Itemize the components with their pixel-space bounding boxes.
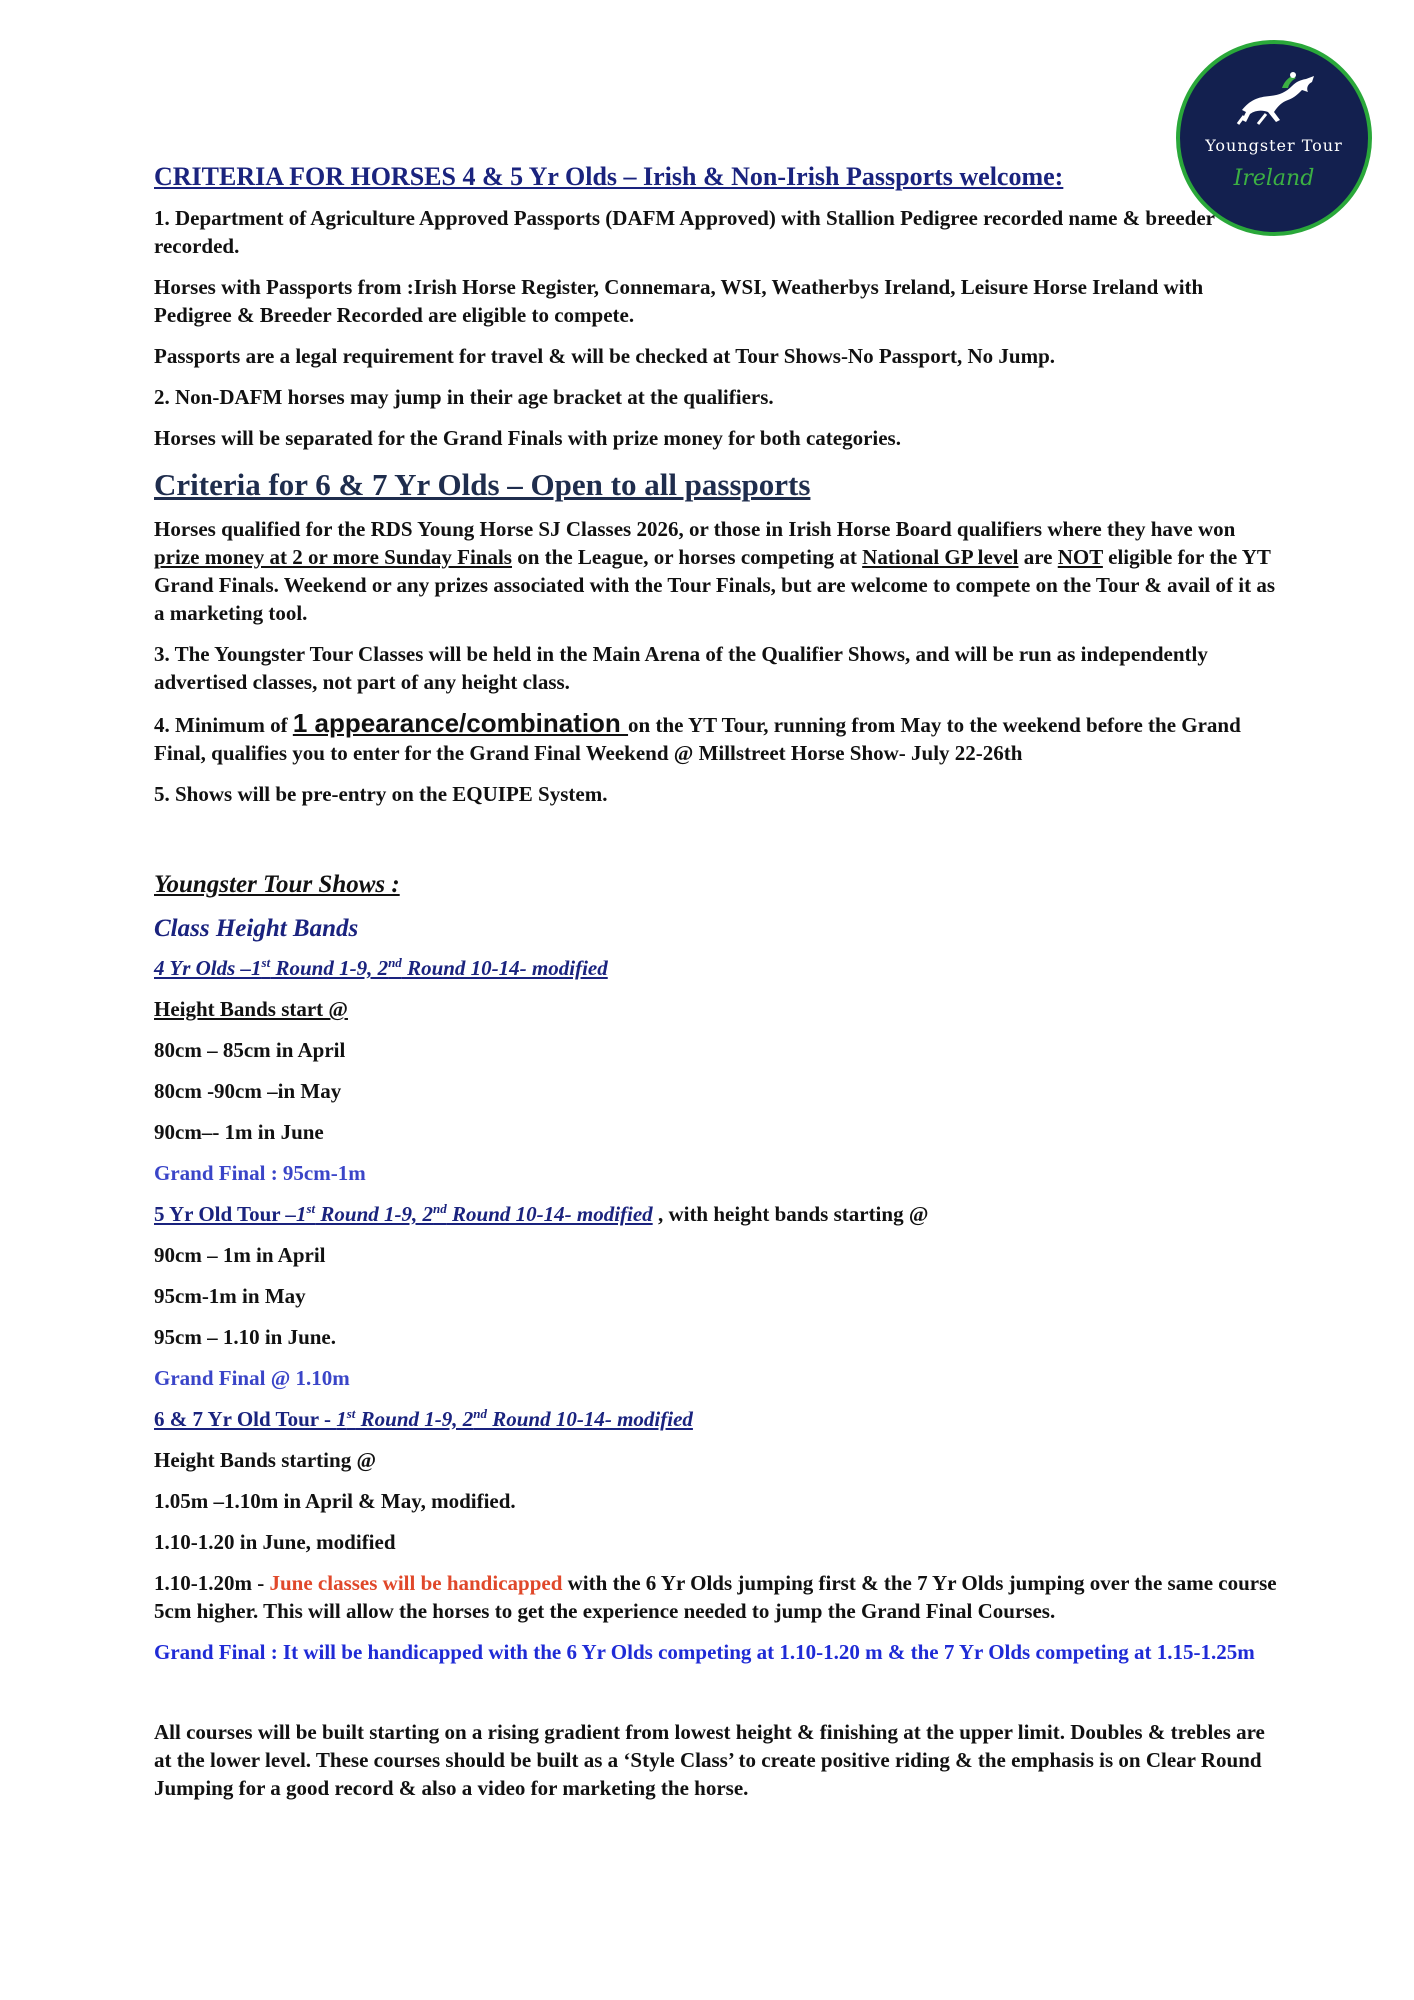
yr4-band: 90cm–- 1m in June <box>154 1120 324 1144</box>
passport-sources: Horses with Passports from :Irish Horse Register, Connemara, WSI, Weatherbys Ireland, Leisure Horse Ireland with Pedigree & Breeder Recorded are eligible to compete. <box>154 275 1204 327</box>
grand-finals-separation: Horses will be separated for the Grand Finals with prize money for both categories. <box>154 426 901 450</box>
appearance-emphasis: 1 appearance/combination <box>292 708 629 738</box>
logo-subtitle: Ireland <box>1233 166 1315 191</box>
passport-requirement: Passports are a legal requirement for travel & will be checked at Tour Shows-No Passport, No Jump. <box>154 344 1056 368</box>
yr67-handicap-note: 1.10-1.20m - June classes will be handicapped with the 6 Yr Olds jumping first & the 7 Yr Olds jumping over the same course 5cm higher. This will allow the horses to get the experience needed to jump the Grand Final Courses. <box>154 1571 1277 1623</box>
show-jumping-horse-icon <box>1236 70 1322 126</box>
prize-money-underline: prize money at 2 or more Sunday Finals <box>154 545 512 569</box>
yr4-band: 80cm -90cm –in May <box>154 1079 342 1103</box>
national-gp-underline: National GP level <box>862 545 1019 569</box>
handicap-warning: June classes will be handicapped <box>269 1571 563 1595</box>
class-height-bands-heading: Class Height Bands <box>154 915 359 942</box>
yr5-band: 95cm – 1.10 in June. <box>154 1325 337 1349</box>
yr67-grand-final: Grand Final : It will be handicapped with the 6 Yr Olds competing at 1.10-1.20 m & the 7 Yr Olds competing at 1.15-1.25m <box>154 1640 1255 1664</box>
yr67-band: 1.05m –1.10m in April & May, modified. <box>154 1489 516 1513</box>
yr67-band: 1.10-1.20 in June, modified <box>154 1530 396 1554</box>
yr5-band: 95cm-1m in May <box>154 1284 306 1308</box>
yr67-title: 6 & 7 Yr Old Tour - 1st Round 1-9, 2nd Round 10-14- modified <box>154 1406 693 1431</box>
yr5-grand-final: Grand Final @ 1.10m <box>154 1366 350 1390</box>
yr4-bands-label: Height Bands start @ <box>154 997 348 1021</box>
criteria-item-2: 2. Non-DAFM horses may jump in their age bracket at the qualifiers. <box>154 385 774 409</box>
criteria-item-5: 5. Shows will be pre-entry on the EQUIPE System. <box>154 782 608 806</box>
criteria-item-4: 4. Minimum of 1 appearance/combination on the YT Tour, running from May to the weekend before the Grand Final, qualifies you to enter for the Grand Final Weekend @ Millstreet Horse Show- July 22-26th <box>154 708 1241 765</box>
criteria-item-3: 3. The Youngster Tour Classes will be held in the Main Arena of the Qualifier Shows, and will be run as independently advertised classes, not part of any height class. <box>154 642 1208 694</box>
yr5-title: 5 Yr Old Tour –1st Round 1-9, 2nd Round 10-14- modified , with height bands starting @ <box>154 1201 929 1226</box>
not-underline: NOT <box>1057 545 1103 569</box>
yr4-grand-final: Grand Final : 95cm-1m <box>154 1161 366 1185</box>
yr4-band: 80cm – 85cm in April <box>154 1038 346 1062</box>
shows-heading: Youngster Tour Shows : <box>154 871 400 898</box>
criteria-4-5-heading: CRITERIA FOR HORSES 4 & 5 Yr Olds – Irish & Non-Irish Passports welcome: <box>154 162 1064 191</box>
course-building-note: All courses will be built starting on a rising gradient from lowest height & finishing at the upper limit. Doubles & trebles are at the lower level. These courses should be built as a ‘Style Class’ to create positive riding & the emphasis is on Clear Round Jumping for a good record & also a video for marketing the horse. <box>154 1720 1265 1800</box>
yr4-title: 4 Yr Olds –1st Round 1-9, 2nd Round 10-14- modified <box>154 955 608 980</box>
yr67-bands-label: Height Bands starting @ <box>154 1448 376 1472</box>
document-body <box>154 160 1284 1802</box>
yr5-band: 90cm – 1m in April <box>154 1243 326 1267</box>
eligibility-paragraph: Horses qualified for the RDS Young Horse SJ Classes 2026, or those in Irish Horse Board qualifiers where they have won prize money at 2 or more Sunday Finals on the League, or horses competing at National GP level are NOT eligible for the YT Grand Finals. Weekend or any prizes associated with the Tour Finals, but are welcome to compete on the Tour & avail of it as a marketing tool. <box>154 517 1276 625</box>
criteria-6-7-heading: Criteria for 6 & 7 Yr Olds – Open to all passports <box>154 467 811 502</box>
logo-title: Youngster Tour <box>1205 136 1343 155</box>
criteria-item-1: 1. Department of Agriculture Approved Passports (DAFM Approved) with Stallion Pedigree recorded name & breeder recorded. <box>154 206 1215 258</box>
